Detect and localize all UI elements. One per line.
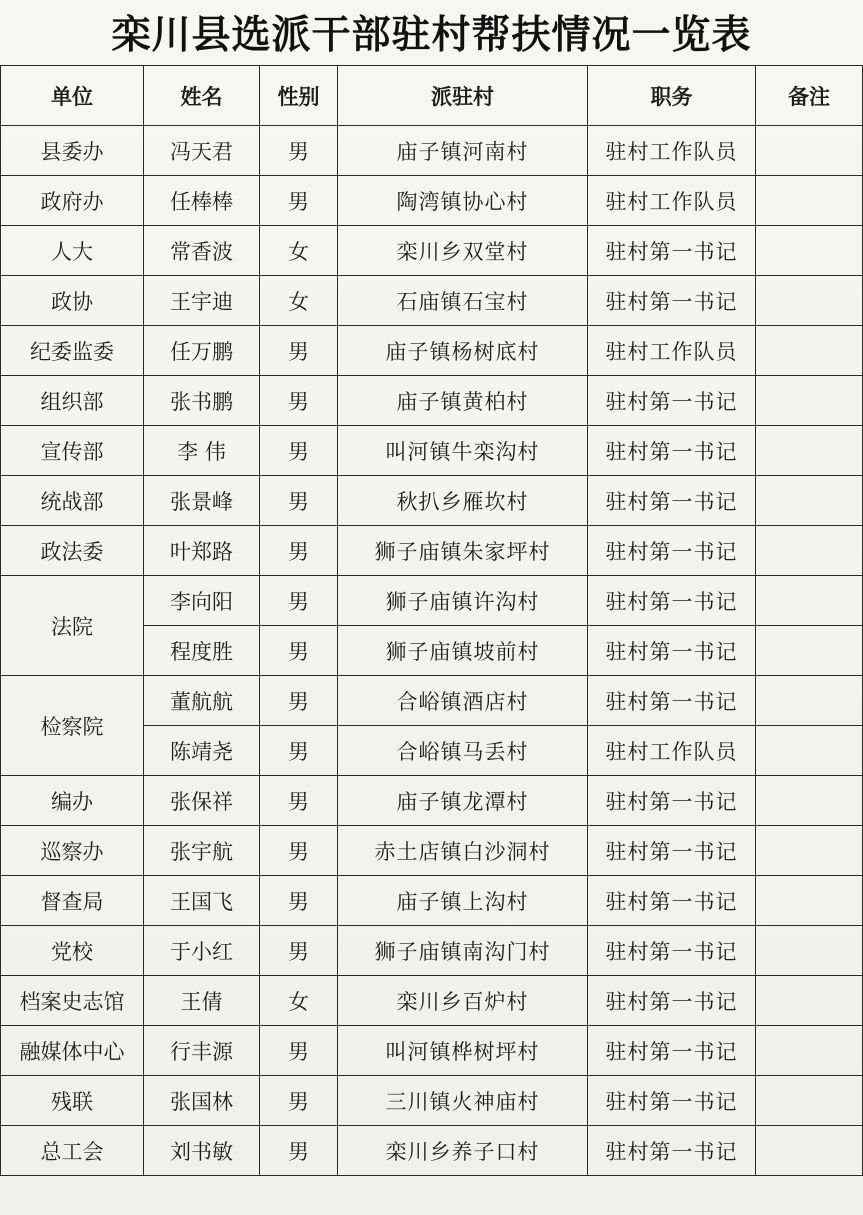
cell-note (756, 776, 863, 826)
table-row (1, 1126, 863, 1176)
cell-name: 叶郑路 (144, 526, 260, 576)
cell-unit: 编办 (1, 776, 144, 826)
cell-note (756, 176, 863, 226)
cell-note (756, 426, 863, 476)
cell-duty: 驻村第一书记 (588, 226, 756, 276)
cell-note (756, 576, 863, 626)
cell-name: 董航航 (144, 676, 260, 726)
table-row (1, 876, 863, 926)
cell-village: 狮子庙镇许沟村 (338, 576, 588, 626)
cell-village: 狮子庙镇南沟门村 (338, 926, 588, 976)
cell-gender: 男 (260, 176, 338, 226)
cell-village: 狮子庙镇坡前村 (338, 626, 588, 676)
cell-name: 常香波 (144, 226, 260, 276)
cell-gender: 男 (260, 926, 338, 976)
page-title: 栾川县选派干部驻村帮扶情况一览表 (111, 12, 752, 58)
cell-duty: 驻村第一书记 (588, 926, 756, 976)
cell-note (756, 226, 863, 276)
cell-duty: 驻村第一书记 (588, 426, 756, 476)
cell-village: 陶湾镇协心村 (338, 176, 588, 226)
table-row (1, 476, 863, 526)
cell-village: 狮子庙镇朱家坪村 (338, 526, 588, 576)
cell-name: 张书鹏 (144, 376, 260, 426)
cell-village: 栾川乡双堂村 (338, 226, 588, 276)
cell-gender: 男 (260, 576, 338, 626)
cell-duty: 驻村第一书记 (588, 476, 756, 526)
cell-duty: 驻村第一书记 (588, 976, 756, 1026)
header-unit: 单位 (1, 66, 144, 126)
cell-name: 程度胜 (144, 626, 260, 676)
cell-duty: 驻村第一书记 (588, 526, 756, 576)
cell-note (756, 976, 863, 1026)
cell-duty: 驻村第一书记 (588, 276, 756, 326)
table-row (1, 1076, 863, 1126)
cell-unit: 纪委监委 (1, 326, 144, 376)
cell-name: 任棒棒 (144, 176, 260, 226)
cell-name: 王国飞 (144, 876, 260, 926)
cell-village: 庙子镇上沟村 (338, 876, 588, 926)
cell-name: 王宇迪 (144, 276, 260, 326)
cell-note (756, 1076, 863, 1126)
cell-name: 张景峰 (144, 476, 260, 526)
header-duty: 职务 (588, 66, 756, 126)
cell-duty: 驻村第一书记 (588, 376, 756, 426)
cell-unit: 政府办 (1, 176, 144, 226)
table-row (1, 176, 863, 226)
cell-duty: 驻村第一书记 (588, 576, 756, 626)
cell-gender: 男 (260, 1126, 338, 1176)
cell-village: 石庙镇石宝村 (338, 276, 588, 326)
cell-village: 庙子镇河南村 (338, 126, 588, 176)
cell-village: 栾川乡养子口村 (338, 1126, 588, 1176)
cell-note (756, 726, 863, 776)
cell-note (756, 926, 863, 976)
cell-name: 张宇航 (144, 826, 260, 876)
header-village: 派驻村 (338, 66, 588, 126)
cell-unit: 统战部 (1, 476, 144, 526)
cell-gender: 男 (260, 126, 338, 176)
table-row (1, 376, 863, 426)
cell-duty: 驻村第一书记 (588, 1076, 756, 1126)
header-gender: 性别 (260, 66, 338, 126)
header-name: 姓名 (144, 66, 260, 126)
cell-note (756, 676, 863, 726)
cell-gender: 男 (260, 326, 338, 376)
cell-note (756, 876, 863, 926)
cell-name: 刘书敏 (144, 1126, 260, 1176)
cell-gender: 男 (260, 826, 338, 876)
cell-village: 赤土店镇白沙洞村 (338, 826, 588, 876)
table-row (1, 826, 863, 876)
cell-duty: 驻村第一书记 (588, 1026, 756, 1076)
cell-name: 于小红 (144, 926, 260, 976)
header-note: 备注 (756, 66, 863, 126)
cell-gender: 女 (260, 276, 338, 326)
cell-gender: 男 (260, 476, 338, 526)
cell-name: 冯天君 (144, 126, 260, 176)
cell-gender: 男 (260, 626, 338, 676)
cell-unit: 总工会 (1, 1126, 144, 1176)
table-row (1, 676, 863, 726)
cell-unit: 政协 (1, 276, 144, 326)
cell-note (756, 1126, 863, 1176)
cell-gender: 男 (260, 726, 338, 776)
cell-name: 陈靖尧 (144, 726, 260, 776)
cell-name: 张国林 (144, 1076, 260, 1126)
table-row (1, 576, 863, 626)
cell-note (756, 626, 863, 676)
table-row (1, 126, 863, 176)
table-row (1, 926, 863, 976)
cell-name: 行丰源 (144, 1026, 260, 1076)
cell-unit: 融媒体中心 (1, 1026, 144, 1076)
cell-duty: 驻村工作队员 (588, 726, 756, 776)
cell-village: 庙子镇龙潭村 (338, 776, 588, 826)
cell-village: 合峪镇马丢村 (338, 726, 588, 776)
cell-unit: 档案史志馆 (1, 976, 144, 1026)
cell-gender: 男 (260, 1026, 338, 1076)
cell-note (756, 376, 863, 426)
cell-note (756, 276, 863, 326)
cell-village: 叫河镇牛栾沟村 (338, 426, 588, 476)
cell-gender: 男 (260, 776, 338, 826)
cell-name: 张保祥 (144, 776, 260, 826)
cell-unit: 残联 (1, 1076, 144, 1126)
cell-note (756, 126, 863, 176)
cell-unit: 督查局 (1, 876, 144, 926)
cell-note (756, 476, 863, 526)
cell-unit: 人大 (1, 226, 144, 276)
cell-village: 合峪镇酒店村 (338, 676, 588, 726)
cell-duty: 驻村工作队员 (588, 326, 756, 376)
cell-village: 秋扒乡雁坎村 (338, 476, 588, 526)
cell-duty: 驻村第一书记 (588, 826, 756, 876)
cell-name: 任万鹏 (144, 326, 260, 376)
cell-unit: 巡察办 (1, 826, 144, 876)
cell-duty: 驻村第一书记 (588, 676, 756, 726)
cell-note (756, 826, 863, 876)
cell-village: 庙子镇黄柏村 (338, 376, 588, 426)
table-header-row (1, 66, 863, 126)
cell-duty: 驻村第一书记 (588, 776, 756, 826)
cell-note (756, 326, 863, 376)
cell-unit: 组织部 (1, 376, 144, 426)
cell-duty: 驻村工作队员 (588, 126, 756, 176)
cell-gender: 男 (260, 426, 338, 476)
cell-unit: 政法委 (1, 526, 144, 576)
cell-unit: 检察院 (1, 676, 144, 776)
assignment-table (0, 65, 863, 1176)
table-body (1, 126, 863, 1176)
cell-duty: 驻村第一书记 (588, 1126, 756, 1176)
cell-gender: 男 (260, 676, 338, 726)
cell-duty: 驻村第一书记 (588, 876, 756, 926)
table-row (1, 776, 863, 826)
table-row (1, 226, 863, 276)
cell-gender: 女 (260, 226, 338, 276)
table-row (1, 526, 863, 576)
cell-duty: 驻村工作队员 (588, 176, 756, 226)
cell-note (756, 1026, 863, 1076)
cell-village: 叫河镇桦树坪村 (338, 1026, 588, 1076)
cell-name: 王倩 (144, 976, 260, 1026)
table-row (1, 1026, 863, 1076)
cell-gender: 女 (260, 976, 338, 1026)
table-row (1, 426, 863, 476)
cell-unit: 宣传部 (1, 426, 144, 476)
cell-unit: 法院 (1, 576, 144, 676)
table-row (1, 976, 863, 1026)
table-row (1, 276, 863, 326)
cell-unit: 党校 (1, 926, 144, 976)
cell-gender: 男 (260, 526, 338, 576)
cell-gender: 男 (260, 376, 338, 426)
cell-gender: 男 (260, 1076, 338, 1126)
cell-unit: 县委办 (1, 126, 144, 176)
cell-name: 李向阳 (144, 576, 260, 626)
cell-village: 三川镇火神庙村 (338, 1076, 588, 1126)
cell-name: 李 伟 (144, 426, 260, 476)
table-row (1, 326, 863, 376)
cell-village: 庙子镇杨树底村 (338, 326, 588, 376)
cell-note (756, 526, 863, 576)
cell-duty: 驻村第一书记 (588, 626, 756, 676)
cell-village: 栾川乡百炉村 (338, 976, 588, 1026)
cell-gender: 男 (260, 876, 338, 926)
